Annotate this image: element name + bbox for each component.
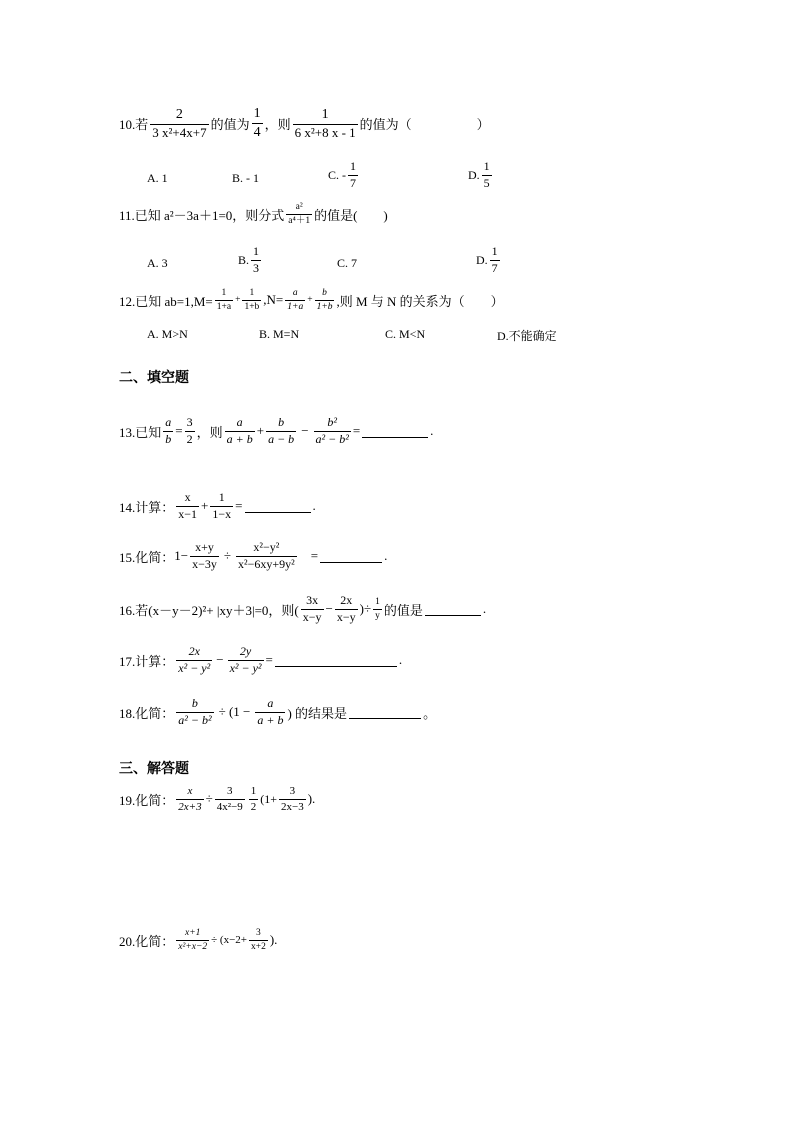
q10-option-a: A. 1 (147, 171, 168, 185)
q11-fraction: $\frac{\text{a²}}{\text{a⁴＋1}}$ (288, 202, 311, 226)
q10-mid-2: ，则 (264, 117, 291, 133)
q11-option-c: C. 7 (337, 256, 358, 270)
q12-option-a: A. M>N (147, 327, 188, 341)
q18-answer-blank[interactable] (349, 706, 421, 719)
question-12: 12.已知 ab=1,M= $\frac{1}{1+a}$ + $\frac{1}{1+b}$ ,N= $\frac{a}{1+a}$ + $\frac{b}{1+b}$ ,则 M 与 N 的关系为（ ） (119, 288, 504, 312)
question-10 (119, 106, 490, 141)
q10-option-b: B. - 1 (232, 171, 259, 185)
q13-answer-blank[interactable] (362, 425, 428, 438)
q12-m-fraction-2: $\frac{1}{1+b}$ (244, 288, 260, 312)
q12-m-fraction-1: $\frac{1}{1+a}$ (216, 288, 232, 312)
q11-suffix: 的值是( ) (314, 207, 388, 223)
question-19: 19.化简： $\frac{x}{2x+3}$ ÷ $\frac{3}{\text{4x²−9}}$ $\frac{1}{2}$ (1+ $\frac{3}{2x-3}$ ). (119, 785, 316, 813)
question-14: 14.计算： $\frac{x}{x-1}$ + $\frac{1}{1-x}$ = . (119, 490, 316, 521)
question-17: 17.计算： $\frac{2x}{\text{x² − y²}}$ − $\frac{2y}{\text{x² − y²}}$ = . (119, 644, 403, 675)
q16-answer-blank[interactable] (425, 603, 481, 616)
q11-prefix: 11.已知 a²－3a＋1=0，则分式 (119, 207, 285, 223)
question-15: 15.化简： 1− $\frac{x+y}{x-3y}$ ÷ $\frac{\text{x²−y²}}{\text{x²−6xy+9y²}}$ = . (119, 540, 388, 571)
q12-option-d: D.不能确定 (497, 329, 557, 343)
q10-option-c: C. - $\frac{1}{7}$ (328, 159, 356, 190)
q10-fraction-3: $\frac{1}{\text{6 x²+8 x - 1}}$ (294, 106, 356, 140)
q12-n-fraction-1: $\frac{a}{1+a}$ (287, 288, 304, 312)
q10-option-d: D. $\frac{1}{5}$ (468, 159, 490, 190)
question-11 (119, 202, 388, 227)
question-20: 20.化简： $\frac{x+1}{\text{x²+x−2}}$ ÷ (x−2+ $\frac{3}{x+2}$ ). (119, 928, 278, 952)
question-16: 16.若(x－y－2)²+ |xy＋3|=0，则( $\frac{3x}{x-y}$ − $\frac{2x}{x-y}$ )÷ $\frac{1}{y}$ 的值是 . (119, 593, 487, 624)
q10-mid-1: 的值为 (210, 117, 250, 133)
q10-fraction-2: $\frac{1}{4}$ (253, 106, 261, 141)
q12-suffix: ,则 M 与 N 的关系为（ ） (336, 293, 504, 309)
q10-fraction-1: $\frac{2}{\text{3 x²+4x+7}}$ (152, 106, 207, 140)
q10-suffix: 的值为（ ） (359, 117, 490, 133)
q12-n-fraction-2: $\frac{b}{1+b}$ (316, 288, 333, 312)
q10-prefix: 10.若 (119, 117, 149, 133)
q14-answer-blank[interactable] (245, 500, 311, 513)
q11-option-a: A. 3 (147, 256, 168, 270)
question-18: 18.化简： $\frac{b}{\text{a² − b²}}$ ÷ (1 − $\frac{a}{a + b}$ ) 的结果是 。 (119, 696, 437, 727)
q11-option-d: D. $\frac{1}{7}$ (476, 244, 498, 275)
q11-option-b: B. $\frac{1}{3}$ (238, 244, 260, 275)
q12-option-b: B. M=N (259, 327, 300, 341)
q12-option-c: C. M<N (385, 327, 426, 341)
q17-answer-blank[interactable] (275, 654, 397, 667)
question-13: 13.已知 $\frac{a}{b}$ = $\frac{3}{2}$ ，则 $\frac{a}{a + b}$ + $\frac{b}{a - b}$ − $\frac{\text{b²}}{\text{a² − b²}}$ = . (119, 415, 434, 446)
q12-prefix: 12.已知 ab=1,M= (119, 293, 213, 309)
section-fill-in-blank-heading: 二、填空题 (119, 370, 189, 386)
section-solve-heading: 三、解答题 (119, 761, 189, 777)
q15-answer-blank[interactable] (320, 550, 382, 563)
